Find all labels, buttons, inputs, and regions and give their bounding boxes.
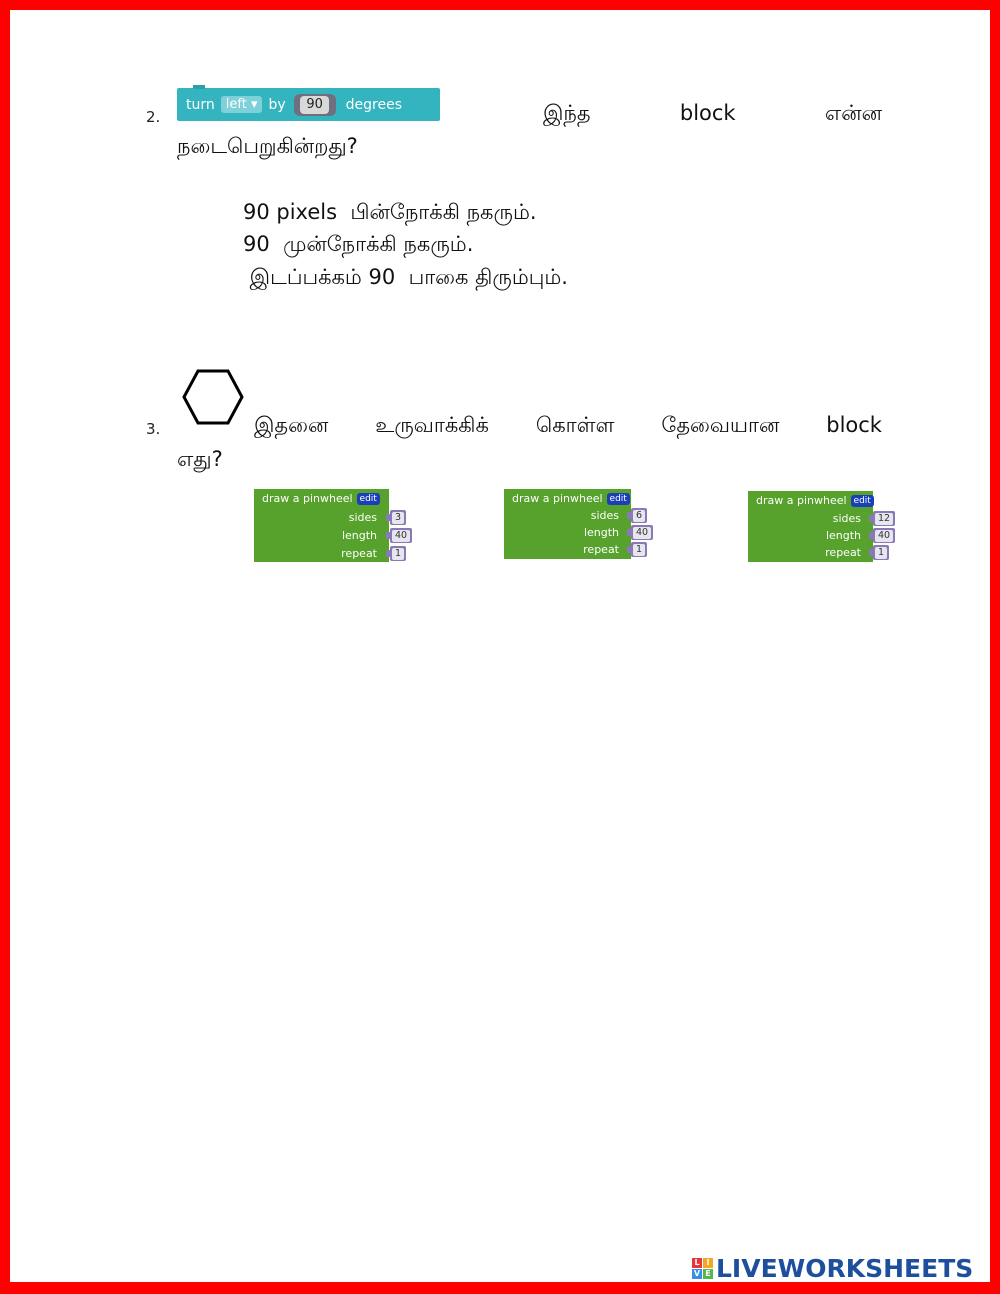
sides-label: sides <box>832 512 861 525</box>
sides-value: 3 <box>392 512 404 524</box>
q2-word: இந்த <box>543 101 591 125</box>
pinwheel-block-option-3[interactable] <box>748 491 913 564</box>
q3-word: கொள்ள <box>535 413 615 437</box>
length-value-slot <box>873 528 895 543</box>
sides-value: 6 <box>633 510 645 522</box>
length-label: length <box>825 529 861 542</box>
question-2-number: 2. <box>146 108 161 126</box>
question-2-line-1 <box>543 101 882 128</box>
logo-letter: V <box>693 1269 701 1278</box>
length-value-slot <box>631 525 653 540</box>
turn-left-block-image <box>177 88 440 121</box>
repeat-value-slot <box>631 542 647 557</box>
repeat-value-slot <box>390 546 406 561</box>
sides-label: sides <box>590 509 619 522</box>
block-title-text: draw a pinwheel <box>262 492 353 505</box>
edit-button: edit <box>851 495 874 507</box>
hexagon-icon <box>181 368 245 426</box>
edit-button: edit <box>607 493 630 505</box>
length-value: 40 <box>633 527 651 539</box>
pinwheel-block-option-1[interactable] <box>254 489 419 562</box>
pinwheel-block-option-2[interactable] <box>504 489 669 562</box>
question-3-line-2: எது? <box>177 447 223 471</box>
q3-word: block <box>826 413 882 437</box>
q3-word: உருவாக்கிக் <box>375 413 489 437</box>
length-label: length <box>583 526 619 539</box>
q2-option-1[interactable]: 90 pixels பின்நோக்கி நகரும். <box>243 200 537 224</box>
length-value: 40 <box>875 530 893 542</box>
block-title <box>262 492 380 505</box>
repeat-value-slot <box>873 545 889 560</box>
sides-value-slot <box>390 510 406 525</box>
q3-word: தேவையான <box>661 413 780 437</box>
degrees-value: 90 <box>300 96 329 114</box>
direction-dropdown: left ▾ <box>221 96 263 113</box>
sides-value: 12 <box>875 513 893 525</box>
block-title <box>512 492 630 505</box>
logo-letter: E <box>703 1269 713 1279</box>
repeat-value: 1 <box>392 548 404 560</box>
degrees-value-slot <box>294 94 336 116</box>
q2-word: என்ன <box>824 101 882 125</box>
block-title-text: draw a pinwheel <box>512 492 603 505</box>
sides-value-slot <box>631 508 647 523</box>
brand-name: LIVEWORKSHEETS <box>716 1253 974 1283</box>
length-value-slot <box>390 528 412 543</box>
repeat-value: 1 <box>875 547 887 559</box>
block-title <box>756 494 874 507</box>
repeat-value: 1 <box>633 544 645 556</box>
edit-button: edit <box>357 493 380 505</box>
logo-letter: I <box>703 1258 713 1268</box>
repeat-label: repeat <box>583 543 619 556</box>
logo-letter: L <box>692 1258 702 1268</box>
q2-word: block <box>679 101 736 125</box>
liveworksheets-logo <box>692 1254 973 1282</box>
degrees-unit: degrees <box>345 96 402 113</box>
liveworksheets-icon <box>692 1258 713 1279</box>
question-3-line-1 <box>254 413 882 440</box>
block-title-text: draw a pinwheel <box>756 494 847 507</box>
sides-label: sides <box>348 511 377 524</box>
sides-value-slot <box>873 511 895 526</box>
q3-word: இதனை <box>254 413 329 437</box>
repeat-label: repeat <box>825 546 861 559</box>
q2-option-3[interactable]: இடப்பக்கம் 90 பாகை திரும்பும். <box>243 265 568 289</box>
question-2-line-2: நடைபெறுகின்றது? <box>177 134 358 158</box>
turn-verb: turn <box>186 96 215 113</box>
length-value: 40 <box>392 530 410 542</box>
block-notch <box>193 85 205 89</box>
q2-option-2[interactable]: 90 முன்நோக்கி நகரும். <box>243 232 474 256</box>
question-3-number: 3. <box>146 420 161 438</box>
length-label: length <box>341 529 377 542</box>
repeat-label: repeat <box>341 547 377 560</box>
by-label: by <box>268 96 286 113</box>
